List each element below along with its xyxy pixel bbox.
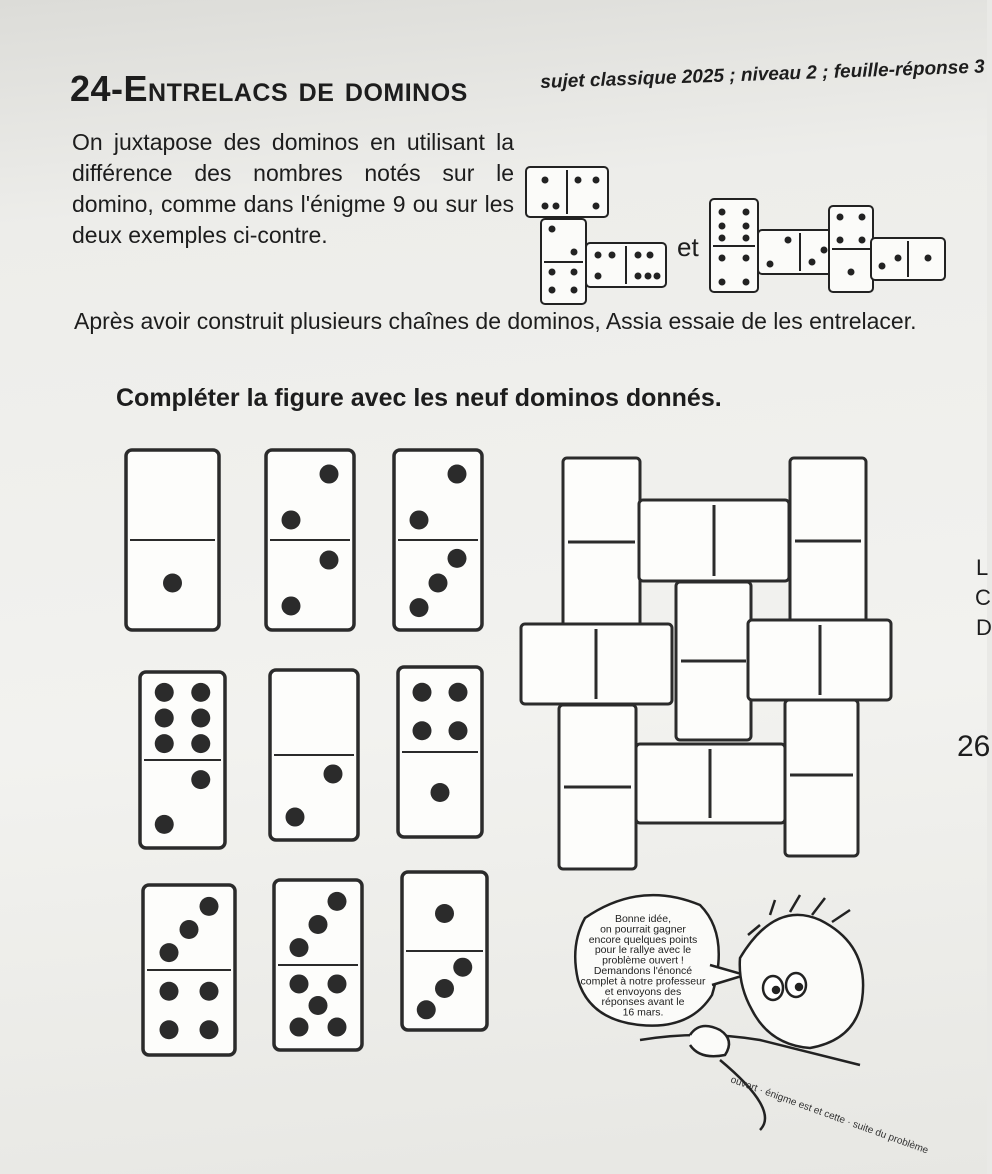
margin-letter: L xyxy=(976,555,989,580)
domino-pip xyxy=(410,510,429,529)
domino-pip xyxy=(191,734,210,753)
domino-pip xyxy=(200,897,219,916)
given-dominoes xyxy=(126,450,487,1055)
answer-slot-1 xyxy=(563,458,640,632)
domino-pip xyxy=(413,683,432,702)
domino-pip xyxy=(449,683,468,702)
speech-line: et envoyons des xyxy=(604,985,682,998)
domino-pip xyxy=(449,721,468,740)
margin-number: 26 xyxy=(957,730,991,763)
example-chain-1 xyxy=(526,167,666,304)
domino-pip xyxy=(160,943,179,962)
speech-line: réponses avant le xyxy=(601,996,685,1009)
domino-pip xyxy=(413,721,432,740)
domino-pip xyxy=(282,596,301,615)
domino-pip xyxy=(435,904,454,923)
domino-pip xyxy=(320,465,339,484)
pupil xyxy=(773,987,779,993)
speech-line: Bonne idée, xyxy=(614,913,672,925)
character-hand xyxy=(690,1026,729,1056)
domino-pip xyxy=(410,598,429,617)
domino-pip xyxy=(155,683,174,702)
domino-pip xyxy=(160,1020,179,1039)
domino-pip xyxy=(448,549,467,568)
margin-letter: D xyxy=(976,615,992,640)
domino-pip xyxy=(453,958,472,977)
problem-name: Entrelacs de dominos xyxy=(123,68,468,109)
problem-number: 24- xyxy=(70,68,124,109)
answer-slot-3 xyxy=(790,458,866,632)
domino-pip xyxy=(155,734,174,753)
domino-pip xyxy=(328,974,347,993)
domino-pip xyxy=(191,683,210,702)
domino-pip xyxy=(163,574,182,593)
margin-letter: C xyxy=(975,585,991,610)
domino-pip xyxy=(320,551,339,570)
domino-pip xyxy=(431,783,450,802)
answer-slot-9 xyxy=(785,700,858,856)
speech-line: Demandons l'énoncé xyxy=(593,965,693,977)
domino-pip xyxy=(309,996,328,1015)
domino-pip xyxy=(328,1018,347,1037)
second-paragraph: Après avoir construit plusieurs chaînes de dominos, Assia essaie de les entrelacer. xyxy=(74,308,917,334)
speech-line: on pourrait gagner xyxy=(600,923,686,936)
domino-pip xyxy=(290,938,309,957)
instruction: Compléter la figure avec les neuf dominos donnés. xyxy=(116,384,722,412)
domino-pip xyxy=(191,709,210,728)
domino-pip xyxy=(155,815,174,834)
domino-pip xyxy=(160,982,179,1001)
domino-pip xyxy=(180,920,199,939)
domino-pip xyxy=(290,974,309,993)
banner-text: ouvert · énigme est et cette · suite du problème xyxy=(728,1074,930,1157)
domino-pip xyxy=(282,510,301,529)
speech-line: problème ouvert ! xyxy=(602,954,684,967)
speech-line: encore quelques points xyxy=(588,933,698,946)
domino-pip xyxy=(429,574,448,593)
domino-pip xyxy=(286,808,305,827)
sheet-header: sujet classique 2025 ; niveau 2 ; feuille-réponse 3 xyxy=(540,56,986,93)
example-connector: et xyxy=(677,232,699,262)
domino-pip xyxy=(328,892,347,911)
speech-line: complet à notre professeur xyxy=(580,975,706,988)
domino-pip xyxy=(155,709,174,728)
domino-pip xyxy=(200,982,219,1001)
domino-pip xyxy=(448,465,467,484)
pupil xyxy=(796,984,802,990)
domino-pip xyxy=(290,1018,309,1037)
domino-pip xyxy=(324,764,343,783)
speech-line: pour le rallye avec le xyxy=(594,944,692,957)
domino-pip xyxy=(191,770,210,789)
domino-pip xyxy=(200,1020,219,1039)
domino-pip xyxy=(435,979,454,998)
domino-pip xyxy=(309,915,328,934)
intro-paragraph: On juxtapose des dominos en utilisant la différence des nombres notés sur le domino, comme dans l'énigme 9 ou sur les deux exemples ci-contre. xyxy=(72,129,514,248)
speech-line: 16 mars. xyxy=(622,1006,664,1019)
domino-pip xyxy=(417,1000,436,1019)
answer-figure xyxy=(521,458,891,869)
